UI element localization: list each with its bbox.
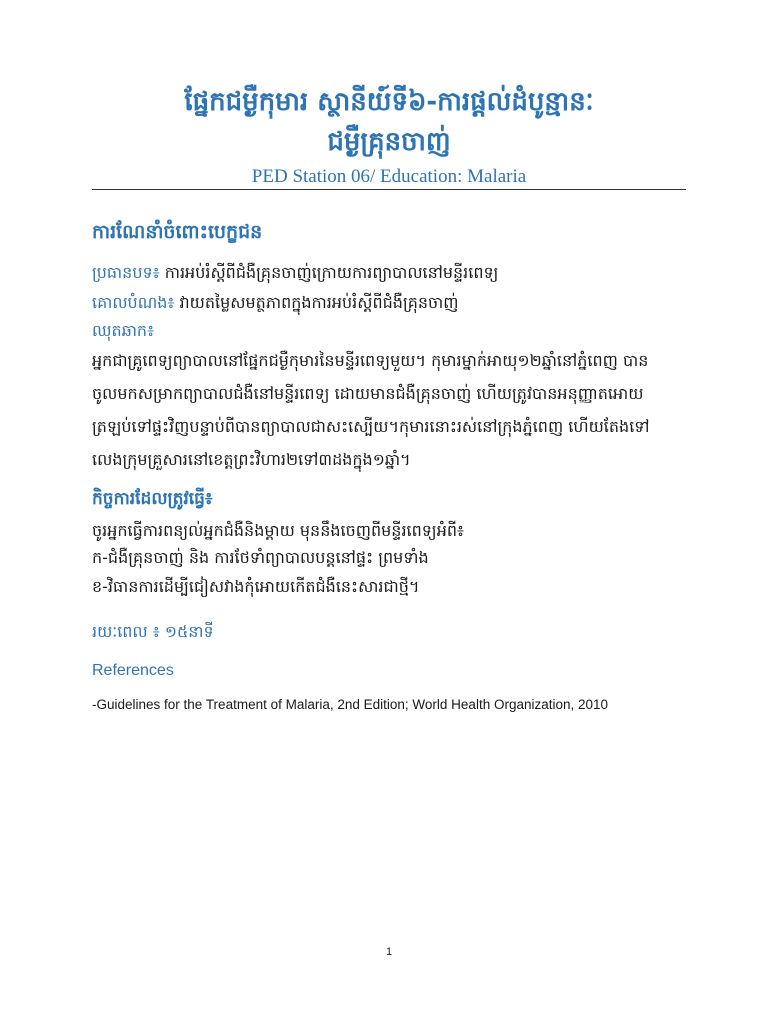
objective-line [92,292,459,316]
subject-label: ប្រធានបទ៖ [92,263,160,282]
subject-text: ការអប់រំស្តីពីជំងឺគ្រុនចាញ់ក្រោយការព្យាបាលនៅមន្ទីរពេទ្យ [159,263,499,282]
title-english: PED Station 06/ Education: Malaria [251,166,527,187]
instructions-heading: ការណែនាំចំពោះបេក្ខជន [92,221,263,243]
objective-text: វាយតម្លៃសមត្ថភាពក្នុងការអប់រំស្តីពីជំងឺគ្រុនចាញ់ [174,293,459,312]
objective-label: គោលបំណង៖ [92,293,175,312]
scenario-line-4: លេងក្រុមគ្រួសារនៅខេត្តព្រះវិហារ២ទៅ៣ដងក្នុង១ឆ្នាំ។ [92,450,411,469]
page-number: 1 [385,946,393,958]
title-khmer-line-2: ជម្ងឺគ្រុនចាញ់ [327,127,451,157]
title-khmer-line-1: ផ្នែកជម្ងឺកុមារ ស្ថានីយ៍ទី៦-ការផ្តល់ដំបូន្មានៈ [184,87,594,117]
tasks-heading: កិច្ចការដែលត្រូវធ្វើ៖ [92,489,213,509]
duration-label: រយៈពេល ៖ [92,622,160,641]
duration-line [92,621,214,645]
reference-item: -Guidelines for the Treatment of Malaria, 2nd Edition; World Health Organization, 2010 [92,697,609,712]
scenario-label: ឈុតឆាក៖ [92,321,155,340]
header-divider [92,189,686,190]
task-line-2: ក-ជំងឺគ្រុនចាញ់ និង ការថែទាំព្យាបាលបន្តនៅផ្ទះ ព្រមទាំង [92,548,429,567]
scenario-line-1: អ្នកជាគ្រូពេទ្យព្យាបាលនៅផ្នែកជម្ងឺកុមារនៃមន្ទីរពេទ្យមួយ។ កុមារម្នាក់អាយុ១២ឆ្នាំនៅភ្នំពេញ បាន [92,351,649,370]
task-line-1: ចូរអ្នកធ្វើការពន្យល់អ្នកជំងឺនិងម្តាយ មុននឹងចេញពីមន្ទីរពេទ្យអំពី៖ [92,521,465,540]
subject-line [92,262,498,286]
scenario-line-2: ចូលមកសម្រាកព្យាបាលជំងឺនៅមន្ទីរពេទ្យ ដោយមានជំងឺគ្រុនចាញ់ ហើយត្រូវបានអនុញ្ញាតអោយ [92,384,644,403]
duration-value: ១៥នាទី [159,622,214,641]
task-line-3: ខ-វិធានការដើម្បីជៀសវាងកុំអោយកើតជំងឺនេះសារជាថ្មី។ [92,577,420,596]
scenario-line-3: ត្រឡប់ទៅផ្ទះវិញបន្ទាប់ពីបានព្យាបាលជាសះស្បើយ។កុមារនោះរស់នៅក្រុងភ្នំពេញ ហើយតែងទៅ [92,417,650,436]
references-heading: References [92,662,174,679]
